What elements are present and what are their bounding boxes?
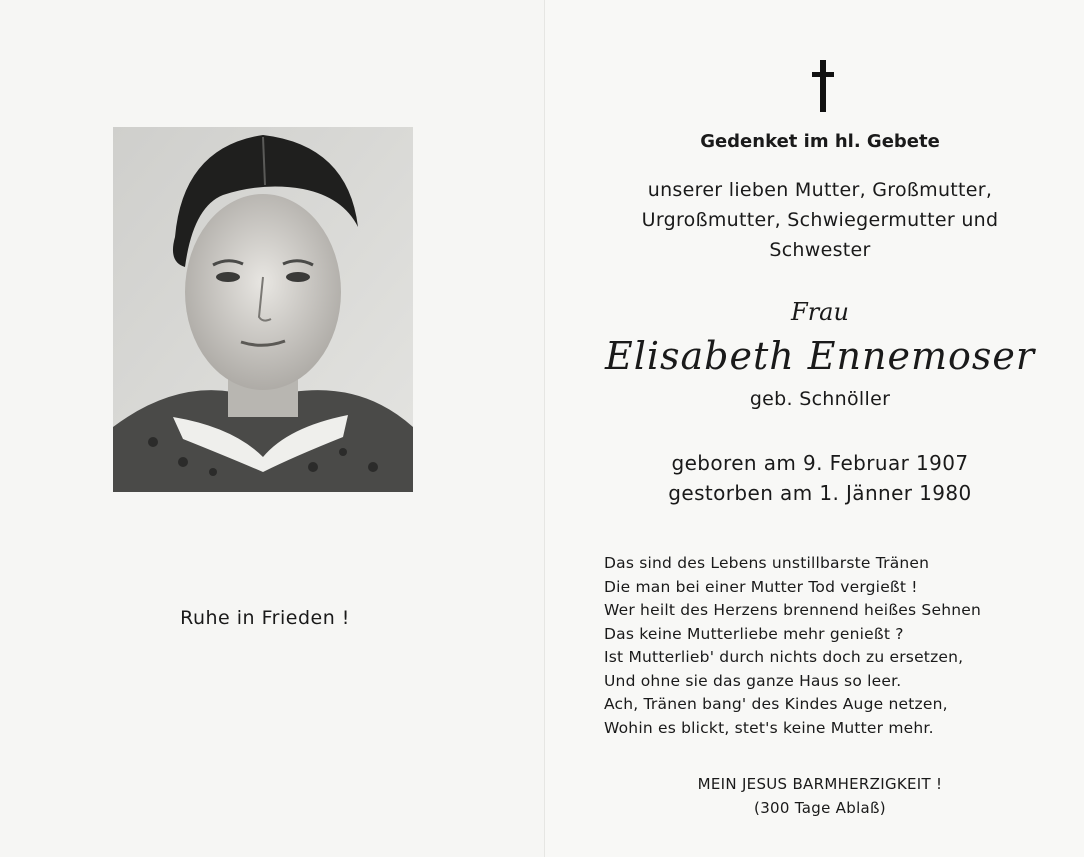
poem-line: Ach, Tränen bang' des Kindes Auge netzen, — [604, 695, 948, 713]
relation-line: unserer lieben Mutter, Großmutter, — [647, 179, 993, 201]
poem-line: Ist Mutterlieb' durch nichts doch zu ersetzen, — [604, 648, 964, 666]
poem-line: Wer heilt des Herzens brennend heißes Sehnen — [604, 601, 982, 619]
fold-line — [544, 0, 545, 857]
birth-date: geboren am 9. Februar 1907 — [671, 451, 969, 475]
portrait-photo — [113, 127, 413, 492]
indulgence-text: (300 Tage Ablaß) — [754, 799, 886, 817]
prayer-text: MEIN JESUS BARMHERZIGKEIT ! — [697, 775, 943, 793]
poem-line: Das keine Mutterliebe mehr genießt ? — [604, 624, 904, 643]
cross-icon — [812, 60, 834, 112]
heading: Gedenket im hl. Gebete — [700, 131, 940, 152]
poem-line: Die man bei einer Mutter Tod vergießt ! — [604, 577, 918, 596]
poem-line: Das sind des Lebens unstillbarste Tränen — [604, 554, 930, 572]
relation-line: Schwester — [769, 239, 871, 261]
relation-line: Urgroßmutter, Schwiegermutter und — [641, 209, 999, 231]
title-frau: Frau — [791, 298, 849, 326]
relation-text — [570, 175, 1070, 265]
maiden-name: geb. Schnöller — [749, 388, 891, 410]
death-date: gestorben am 1. Jänner 1980 — [668, 481, 972, 505]
prayer-block — [610, 772, 1030, 820]
poem — [604, 552, 1064, 740]
poem-line: Und ohne sie das ganze Haus so leer. — [604, 671, 902, 690]
life-dates — [570, 448, 1070, 508]
deceased-name: Elisabeth Ennemoser — [604, 334, 1036, 378]
closing-text: Ruhe in Frieden ! — [180, 607, 350, 629]
poem-line: Wohin es blickt, stet's keine Mutter mehr. — [604, 718, 934, 737]
